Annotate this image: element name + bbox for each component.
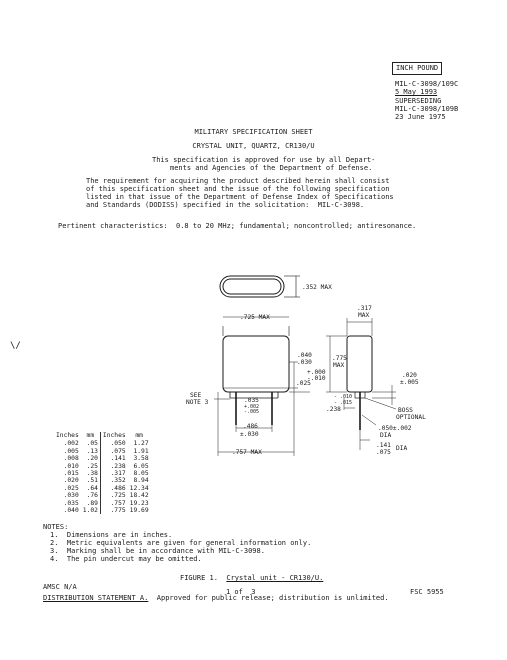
distribution-label: DISTRIBUTION STATEMENT A.	[43, 594, 149, 602]
dim-030: .030	[297, 359, 312, 366]
dim-050: .050±.002	[378, 425, 412, 432]
conversion-row	[54, 448, 151, 455]
conversion-row	[54, 500, 151, 507]
note3-label: NOTE 3	[186, 399, 209, 406]
boss-label: BOSS	[398, 407, 413, 414]
figure-caption-text: Crystal unit - CR130/U.	[226, 574, 324, 582]
notes-heading: NOTES:	[43, 523, 69, 531]
dim-075: .075	[376, 449, 391, 456]
inches-cell: .757	[110, 499, 126, 507]
inches-cell: .005	[63, 447, 79, 455]
requirement-line-1: The requirement for acquiring the product described herein shall consist	[86, 177, 390, 185]
note-4: 4. The pin undercut may be omitted.	[50, 555, 202, 563]
mm-cell: 1.27	[133, 440, 149, 448]
inches-cell: .050	[110, 440, 126, 448]
conversion-header-row	[54, 432, 151, 440]
mm-cell: .20	[86, 455, 98, 463]
header-inches-1: Inches	[56, 432, 79, 439]
distribution-text: Approved for public release; distribution is unlimited.	[148, 594, 389, 602]
requirement-line-4: and Standards (DODISS) specified in the solicitation: MIL-C-3098.	[86, 201, 365, 209]
requirement-line-3: listed in that issue of the Department of Defense Index of Specifications	[86, 193, 394, 201]
mm-cell: .38	[86, 470, 98, 478]
dim-040: .040	[297, 352, 312, 359]
inches-cell: .002	[63, 440, 79, 448]
dia-label-1: DIA	[380, 432, 392, 439]
superseded-id: MIL-C-3098/109B	[395, 105, 459, 113]
distribution-statement	[43, 594, 389, 603]
approval-line-2: ments and Agencies of the Department of Defense.	[170, 164, 373, 172]
dim-030b: ±.030	[240, 431, 259, 438]
inches-cell: .075	[110, 447, 126, 455]
dim-002p: +.002	[244, 404, 260, 410]
superseding-label: SUPERSEDING	[395, 97, 442, 105]
dim-000: +.000	[307, 369, 326, 376]
mm-cell: 1.91	[133, 447, 149, 455]
amsc-label: AMSC N/A	[43, 583, 77, 591]
mm-cell: .89	[86, 499, 98, 507]
dim-015: - .015	[334, 400, 353, 406]
inches-cell: .010	[63, 462, 79, 470]
dim-238: .238	[326, 406, 341, 413]
dim-005: ±.005	[400, 379, 419, 386]
inches-cell: .030	[63, 492, 79, 500]
page-title: MILITARY SPECIFICATION SHEET	[194, 128, 313, 136]
mm-cell: 8.05	[133, 470, 149, 478]
side-view-body	[347, 336, 372, 392]
dim-775: .775	[332, 355, 347, 362]
approval-line-1: This specification is approved for use by all Depart-	[152, 156, 376, 164]
mm-cell: 8.94	[133, 477, 149, 485]
front-view-body	[223, 336, 289, 392]
figure-label: FIGURE 1.	[180, 574, 218, 582]
mm-cell: .25	[86, 462, 98, 470]
mm-cell: .51	[86, 477, 98, 485]
mm-cell: 3.58	[133, 455, 149, 463]
header-mm-2: mm	[135, 432, 143, 439]
header-mm-1: mm	[86, 432, 95, 439]
note-2: 2. Metric equivalents are given for general information only.	[50, 539, 312, 547]
conversion-row	[54, 455, 151, 462]
mm-cell: 19.69	[129, 507, 149, 515]
inches-cell: .141	[110, 455, 126, 463]
dim-775-max: MAX	[333, 362, 345, 369]
optional-label: OPTIONAL	[396, 414, 426, 421]
mm-cell: .13	[86, 447, 98, 455]
inches-cell: .238	[110, 462, 126, 470]
inches-cell: .035	[63, 499, 79, 507]
see-label: SEE	[190, 392, 202, 399]
inches-cell: .775	[110, 507, 126, 515]
dim-141: .141	[376, 442, 391, 449]
dim-352-max: .352 MAX	[302, 284, 332, 291]
conversion-row	[54, 470, 151, 477]
doc-id: MIL-C-3098/109C	[395, 80, 459, 88]
inches-cell: .486	[110, 484, 126, 492]
doc-date: 5 May 1993	[395, 88, 438, 96]
conversion-row	[54, 440, 151, 447]
mm-cell: 19.23	[129, 499, 149, 507]
pertinent-characteristics: Pertinent characteristics: 0.8 to 20 MHz; fundamental; noncontrolled; antiresonance.	[58, 222, 417, 230]
margin-mark: \/	[10, 341, 21, 351]
conversion-row	[54, 507, 151, 514]
conversion-row	[54, 463, 151, 470]
inches-cell: .040	[63, 507, 79, 515]
inches-cell: .025	[63, 484, 79, 492]
page-subtitle: CRYSTAL UNIT, QUARTZ, CR130/U	[192, 142, 315, 150]
dim-035: .035	[244, 397, 259, 404]
inches-cell: .317	[110, 470, 126, 478]
note-3: 3. Marking shall be in accordance with MIL-C-3098.	[50, 547, 265, 555]
conversion-row	[54, 485, 151, 492]
figure-caption	[180, 574, 323, 583]
inches-cell: .008	[63, 455, 79, 463]
mm-cell: 1.02	[82, 507, 98, 515]
fsc-label: FSC 5955	[410, 588, 444, 596]
dim-317-max: MAX	[358, 312, 370, 319]
conversion-table	[54, 432, 151, 514]
mm-cell: .76	[86, 492, 98, 500]
top-view-inner	[223, 279, 281, 294]
mm-cell: 18.42	[129, 492, 149, 500]
dim-757-max: .757 MAX	[232, 449, 262, 456]
superseded-date: 23 June 1975	[395, 113, 446, 121]
dim-020: .020	[402, 372, 417, 379]
dia-label-2: DIA	[396, 445, 408, 452]
conversion-row	[54, 492, 151, 499]
dim-486: .486	[243, 423, 258, 430]
mm-cell: .64	[86, 484, 98, 492]
inches-cell: .725	[110, 492, 126, 500]
conversion-row	[54, 477, 151, 484]
mm-cell: 6.05	[133, 462, 149, 470]
dim-010b: - .010	[334, 394, 353, 400]
dim-010: -.010	[307, 375, 326, 382]
inches-cell: .020	[63, 477, 79, 485]
inches-cell: .015	[63, 470, 79, 478]
note-1: 1. Dimensions are in inches.	[50, 531, 173, 539]
requirement-line-2: of this specification sheet and the issue of the following specification	[86, 185, 390, 193]
header-inches-2: Inches	[102, 432, 126, 439]
dim-317: .317	[357, 305, 372, 312]
dim-025: .025	[296, 380, 311, 387]
dim-005m: -.005	[244, 409, 260, 415]
inch-pound-label: INCH POUND	[396, 64, 439, 72]
mm-cell: 12.34	[129, 484, 149, 492]
page-number: 1 of 3	[226, 588, 256, 596]
inches-cell: .352	[110, 477, 126, 485]
dim-725-max: .725 MAX	[240, 314, 270, 321]
mm-cell: .05	[86, 440, 98, 448]
